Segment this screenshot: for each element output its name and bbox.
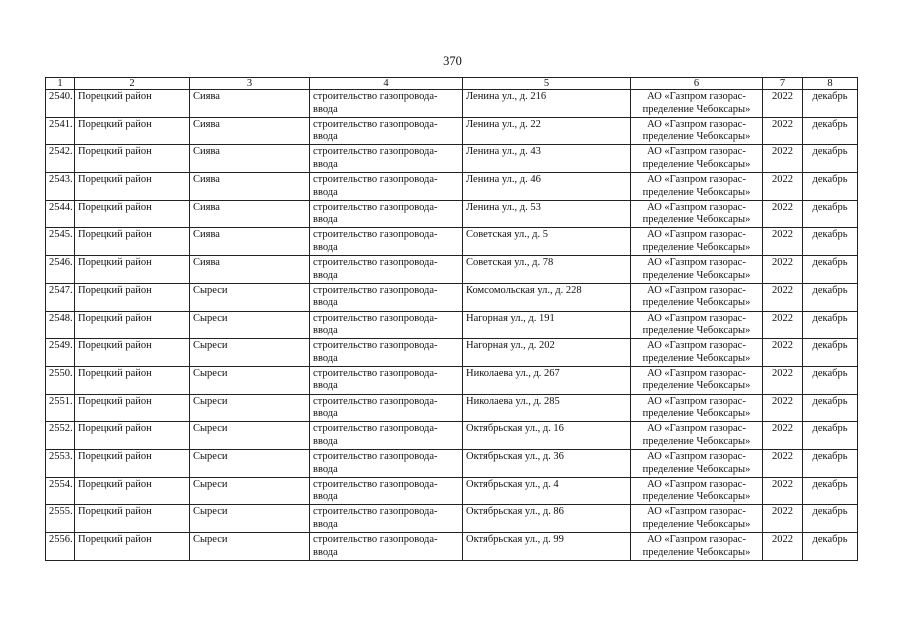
year-cell: 2022 <box>763 366 803 394</box>
work-type-line: ввода <box>313 463 338 475</box>
settlement-cell: Сиява <box>190 173 310 201</box>
month-cell: декабрь <box>803 477 858 505</box>
work-type-line: строительство газопровода- <box>313 450 438 462</box>
work-type-line: ввода <box>313 131 338 143</box>
table-body <box>46 90 858 561</box>
table-row <box>46 173 858 201</box>
organization-cell <box>631 422 763 450</box>
year-cell: 2022 <box>763 339 803 367</box>
work-type-cell <box>310 505 463 533</box>
column-number-row <box>46 78 858 90</box>
year-cell: 2022 <box>763 145 803 173</box>
month-cell: декабрь <box>803 173 858 201</box>
organization-cell <box>631 228 763 256</box>
organization-line: пределение Чебоксары» <box>642 269 751 281</box>
month-cell: декабрь <box>803 394 858 422</box>
organization-line: АО «Газпром газорас- <box>647 395 746 407</box>
work-type-cell <box>310 533 463 561</box>
district-cell: Порецкий район <box>75 256 190 284</box>
work-type-line: строительство газопровода- <box>313 174 438 186</box>
work-type-cell <box>310 173 463 201</box>
settlement-cell: Сиява <box>190 256 310 284</box>
month-cell: декабрь <box>803 90 858 118</box>
work-type-line: ввода <box>313 408 338 420</box>
work-type-line: строительство газопровода- <box>313 312 438 324</box>
work-type-line: строительство газопровода- <box>313 201 438 213</box>
organization-cell <box>631 477 763 505</box>
district-cell: Порецкий район <box>75 228 190 256</box>
organization-cell <box>631 505 763 533</box>
address-cell: Ленина ул., д. 216 <box>463 90 631 118</box>
organization-line: АО «Газпром газорас- <box>647 450 746 462</box>
organization-cell <box>631 394 763 422</box>
month-cell: декабрь <box>803 256 858 284</box>
organization-cell <box>631 449 763 477</box>
organization-cell <box>631 200 763 228</box>
work-type-cell <box>310 311 463 339</box>
work-type-line: строительство газопровода- <box>313 284 438 296</box>
address-cell: Октябрьская ул., д. 86 <box>463 505 631 533</box>
year-cell: 2022 <box>763 505 803 533</box>
address-cell: Ленина ул., д. 22 <box>463 117 631 145</box>
work-type-line: строительство газопровода- <box>313 506 438 518</box>
organization-line: пределение Чебоксары» <box>642 131 751 143</box>
table-row <box>46 477 858 505</box>
address-cell: Комсомольская ул., д. 228 <box>463 283 631 311</box>
row-number: 2549. <box>46 339 75 367</box>
table-row <box>46 145 858 173</box>
work-type-cell <box>310 117 463 145</box>
address-cell: Октябрьская ул., д. 99 <box>463 533 631 561</box>
month-cell: декабрь <box>803 422 858 450</box>
settlement-cell: Сыреси <box>190 533 310 561</box>
row-number: 2556. <box>46 533 75 561</box>
organization-line: АО «Газпром газорас- <box>647 340 746 352</box>
organization-cell <box>631 145 763 173</box>
organization-line: АО «Газпром газорас- <box>647 367 746 379</box>
settlement-cell: Сиява <box>190 228 310 256</box>
organization-cell <box>631 90 763 118</box>
work-type-line: строительство газопровода- <box>313 257 438 269</box>
district-cell: Порецкий район <box>75 477 190 505</box>
organization-cell <box>631 173 763 201</box>
organization-line: АО «Газпром газорас- <box>647 423 746 435</box>
district-cell: Порецкий район <box>75 339 190 367</box>
address-cell: Нагорная ул., д. 202 <box>463 339 631 367</box>
settlement-cell: Сыреси <box>190 283 310 311</box>
table-row <box>46 533 858 561</box>
address-cell: Октябрьская ул., д. 36 <box>463 449 631 477</box>
work-type-line: ввода <box>313 242 338 254</box>
table-row <box>46 256 858 284</box>
district-cell: Порецкий район <box>75 505 190 533</box>
work-type-cell <box>310 256 463 284</box>
table-row <box>46 366 858 394</box>
year-cell: 2022 <box>763 117 803 145</box>
settlement-cell: Сыреси <box>190 505 310 533</box>
column-header: 7 <box>763 78 803 90</box>
address-cell: Ленина ул., д. 46 <box>463 173 631 201</box>
organization-line: пределение Чебоксары» <box>642 546 751 558</box>
year-cell: 2022 <box>763 283 803 311</box>
organization-line: пределение Чебоксары» <box>642 325 751 337</box>
work-type-cell <box>310 477 463 505</box>
organization-line: пределение Чебоксары» <box>642 352 751 364</box>
work-type-line: строительство газопровода- <box>313 534 438 545</box>
month-cell: декабрь <box>803 366 858 394</box>
year-cell: 2022 <box>763 422 803 450</box>
address-cell: Ленина ул., д. 53 <box>463 200 631 228</box>
organization-line: АО «Газпром газорас- <box>647 284 746 296</box>
work-type-line: строительство газопровода- <box>313 118 438 130</box>
row-number: 2551. <box>46 394 75 422</box>
row-number: 2553. <box>46 449 75 477</box>
district-cell: Порецкий район <box>75 533 190 561</box>
table-row <box>46 422 858 450</box>
district-cell: Порецкий район <box>75 366 190 394</box>
address-cell: Николаева ул., д. 285 <box>463 394 631 422</box>
organization-cell <box>631 366 763 394</box>
work-type-cell <box>310 366 463 394</box>
settlement-cell: Сиява <box>190 145 310 173</box>
organization-line: пределение Чебоксары» <box>642 408 751 420</box>
work-type-line: ввода <box>313 269 338 281</box>
work-type-cell <box>310 228 463 256</box>
work-type-line: строительство газопровода- <box>313 146 438 158</box>
table-row <box>46 311 858 339</box>
organization-cell <box>631 339 763 367</box>
year-cell: 2022 <box>763 173 803 201</box>
work-type-line: ввода <box>313 380 338 392</box>
settlement-cell: Сыреси <box>190 394 310 422</box>
settlement-cell: Сыреси <box>190 477 310 505</box>
organization-line: пределение Чебоксары» <box>642 380 751 392</box>
table-row <box>46 449 858 477</box>
year-cell: 2022 <box>763 256 803 284</box>
work-type-cell <box>310 339 463 367</box>
settlement-cell: Сыреси <box>190 366 310 394</box>
address-cell: Советская ул., д. 78 <box>463 256 631 284</box>
settlement-cell: Сыреси <box>190 449 310 477</box>
month-cell: декабрь <box>803 449 858 477</box>
organization-line: АО «Газпром газорас- <box>647 257 746 269</box>
row-number: 2540. <box>46 90 75 118</box>
table-row <box>46 339 858 367</box>
organization-line: пределение Чебоксары» <box>642 297 751 309</box>
work-type-cell <box>310 449 463 477</box>
work-type-line: строительство газопровода- <box>313 367 438 379</box>
organization-line: АО «Газпром газорас- <box>647 146 746 158</box>
work-type-line: ввода <box>313 518 338 530</box>
year-cell: 2022 <box>763 311 803 339</box>
work-type-line: ввода <box>313 352 338 364</box>
organization-cell <box>631 283 763 311</box>
page-number: 370 <box>443 54 462 68</box>
column-header: 2 <box>75 78 190 90</box>
organization-line: АО «Газпром газорас- <box>647 506 746 518</box>
year-cell: 2022 <box>763 449 803 477</box>
column-header: 3 <box>190 78 310 90</box>
table-row <box>46 200 858 228</box>
settlement-cell: Сыреси <box>190 422 310 450</box>
organization-line: АО «Газпром газорас- <box>647 174 746 186</box>
work-type-cell <box>310 394 463 422</box>
table-row <box>46 394 858 422</box>
settlement-cell: Сиява <box>190 200 310 228</box>
district-cell: Порецкий район <box>75 145 190 173</box>
row-number: 2545. <box>46 228 75 256</box>
year-cell: 2022 <box>763 200 803 228</box>
row-number: 2544. <box>46 200 75 228</box>
work-type-line: ввода <box>313 435 338 447</box>
district-cell: Порецкий район <box>75 90 190 118</box>
column-header: 6 <box>631 78 763 90</box>
organization-line: АО «Газпром газорас- <box>647 478 746 490</box>
row-number: 2555. <box>46 505 75 533</box>
organization-line: пределение Чебоксары» <box>642 491 751 503</box>
month-cell: декабрь <box>803 145 858 173</box>
column-header: 1 <box>46 78 75 90</box>
month-cell: декабрь <box>803 117 858 145</box>
month-cell: декабрь <box>803 311 858 339</box>
address-cell: Николаева ул., д. 267 <box>463 366 631 394</box>
table-row <box>46 283 858 311</box>
year-cell: 2022 <box>763 394 803 422</box>
month-cell: декабрь <box>803 228 858 256</box>
work-type-line: ввода <box>313 491 338 503</box>
organization-cell <box>631 117 763 145</box>
district-cell: Порецкий район <box>75 117 190 145</box>
settlement-cell: Сиява <box>190 90 310 118</box>
work-type-line: строительство газопровода- <box>313 91 438 102</box>
work-type-line: ввода <box>313 325 338 337</box>
settlement-cell: Сыреси <box>190 339 310 367</box>
organization-line: АО «Газпром газорас- <box>647 118 746 130</box>
work-type-line: ввода <box>313 186 338 198</box>
organization-line: АО «Газпром газорас- <box>647 91 746 102</box>
column-header: 5 <box>463 78 631 90</box>
address-cell: Советская ул., д. 5 <box>463 228 631 256</box>
organization-line: пределение Чебоксары» <box>642 435 751 447</box>
work-type-line: строительство газопровода- <box>313 340 438 352</box>
row-number: 2552. <box>46 422 75 450</box>
work-type-line: ввода <box>313 214 338 226</box>
work-type-cell <box>310 90 463 118</box>
work-type-line: ввода <box>313 546 338 558</box>
district-cell: Порецкий район <box>75 200 190 228</box>
month-cell: декабрь <box>803 505 858 533</box>
table-row <box>46 228 858 256</box>
district-cell: Порецкий район <box>75 311 190 339</box>
work-type-line: строительство газопровода- <box>313 478 438 490</box>
address-cell: Октябрьская ул., д. 4 <box>463 477 631 505</box>
address-cell: Нагорная ул., д. 191 <box>463 311 631 339</box>
organization-line: пределение Чебоксары» <box>642 158 751 170</box>
organization-line: пределение Чебоксары» <box>642 214 751 226</box>
organization-cell <box>631 533 763 561</box>
column-header: 8 <box>803 78 858 90</box>
row-number: 2541. <box>46 117 75 145</box>
month-cell: декабрь <box>803 339 858 367</box>
organization-line: АО «Газпром газорас- <box>647 229 746 241</box>
row-number: 2542. <box>46 145 75 173</box>
organization-line: пределение Чебоксары» <box>642 103 751 115</box>
address-cell: Октябрьская ул., д. 16 <box>463 422 631 450</box>
column-header: 4 <box>310 78 463 90</box>
row-number: 2543. <box>46 173 75 201</box>
organization-line: АО «Газпром газорас- <box>647 201 746 213</box>
row-number: 2547. <box>46 283 75 311</box>
organization-line: пределение Чебоксары» <box>642 518 751 530</box>
organization-line: пределение Чебоксары» <box>642 463 751 475</box>
work-type-cell <box>310 422 463 450</box>
settlement-cell: Сиява <box>190 117 310 145</box>
district-cell: Порецкий район <box>75 394 190 422</box>
row-number: 2550. <box>46 366 75 394</box>
registry-table <box>45 77 858 561</box>
district-cell: Порецкий район <box>75 173 190 201</box>
month-cell: декабрь <box>803 200 858 228</box>
month-cell: декабрь <box>803 533 858 561</box>
row-number: 2546. <box>46 256 75 284</box>
year-cell: 2022 <box>763 228 803 256</box>
district-cell: Порецкий район <box>75 449 190 477</box>
settlement-cell: Сыреси <box>190 311 310 339</box>
row-number: 2554. <box>46 477 75 505</box>
organization-line: пределение Чебоксары» <box>642 186 751 198</box>
address-cell: Ленина ул., д. 43 <box>463 145 631 173</box>
district-cell: Порецкий район <box>75 422 190 450</box>
table-row <box>46 505 858 533</box>
work-type-line: строительство газопровода- <box>313 423 438 435</box>
work-type-line: ввода <box>313 158 338 170</box>
work-type-line: ввода <box>313 103 338 115</box>
year-cell: 2022 <box>763 90 803 118</box>
work-type-cell <box>310 145 463 173</box>
row-number: 2548. <box>46 311 75 339</box>
organization-line: АО «Газпром газорас- <box>647 312 746 324</box>
work-type-cell <box>310 200 463 228</box>
month-cell: декабрь <box>803 283 858 311</box>
year-cell: 2022 <box>763 533 803 561</box>
district-cell: Порецкий район <box>75 283 190 311</box>
table-row <box>46 117 858 145</box>
organization-line: пределение Чебоксары» <box>642 242 751 254</box>
organization-line: АО «Газпром газорас- <box>647 534 746 545</box>
work-type-line: ввода <box>313 297 338 309</box>
table-row <box>46 90 858 118</box>
work-type-cell <box>310 283 463 311</box>
work-type-line: строительство газопровода- <box>313 395 438 407</box>
organization-cell <box>631 256 763 284</box>
work-type-line: строительство газопровода- <box>313 229 438 241</box>
year-cell: 2022 <box>763 477 803 505</box>
organization-cell <box>631 311 763 339</box>
